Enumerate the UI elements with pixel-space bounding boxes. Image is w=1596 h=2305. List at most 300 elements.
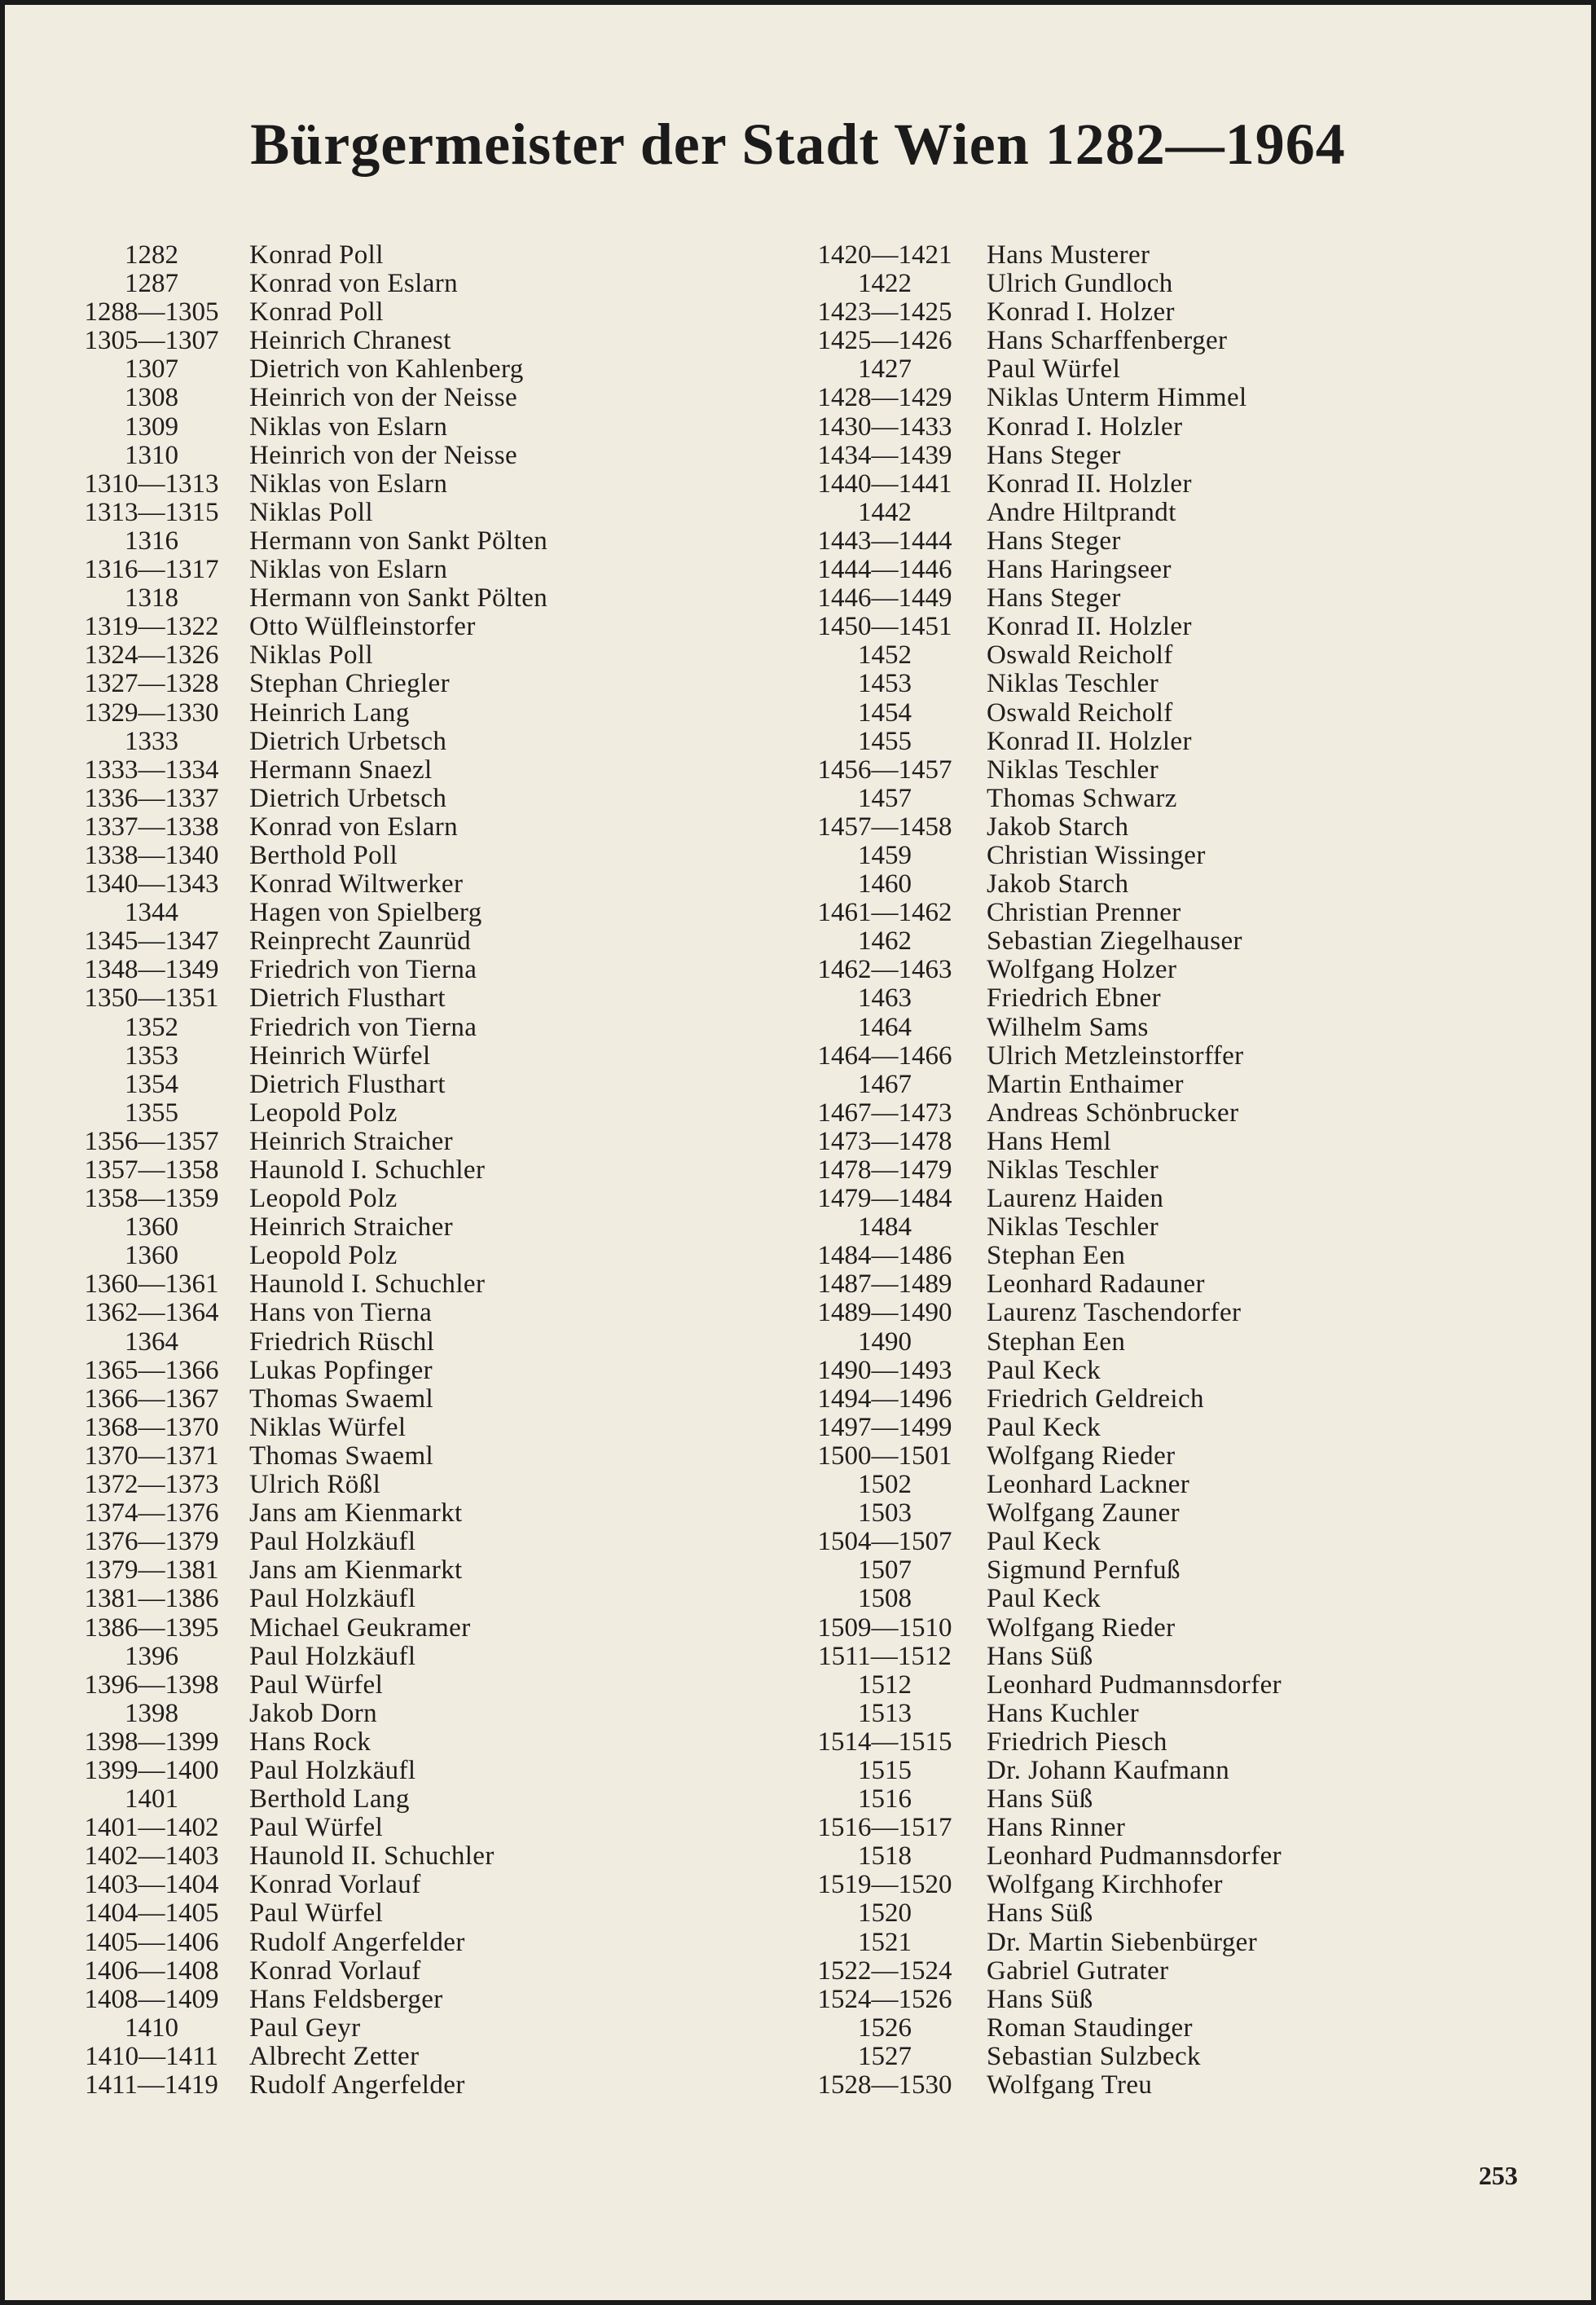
- mayor-name: Konrad Poll: [249, 297, 384, 328]
- term-years: 1368—1370: [84, 1412, 219, 1442]
- term-years: 1401—1402: [84, 1813, 219, 1843]
- mayor-name: Dietrich von Kahlenberg: [249, 354, 524, 385]
- mayor-name: Paul Keck: [987, 1527, 1101, 1557]
- mayor-entry: [807, 442, 1573, 470]
- mayor-name: Berthold Lang: [249, 1784, 410, 1815]
- mayor-name: Leonhard Pudmannsdorfer: [987, 1669, 1282, 1700]
- mayor-name: Wolfgang Holzer: [987, 955, 1177, 985]
- term-years: 1507: [858, 1555, 912, 1586]
- mayor-name: Oswald Reicholf: [987, 697, 1173, 728]
- mayor-entry: [807, 984, 1573, 1013]
- term-years: 1428—1429: [817, 383, 952, 413]
- term-years: 1396—1398: [84, 1669, 219, 1700]
- mayor-entry: [807, 670, 1573, 698]
- mayor-entry: [807, 556, 1573, 584]
- mayor-entry: [807, 1185, 1573, 1213]
- term-years: 1313—1315: [84, 497, 219, 527]
- mayor-name: Hans Steger: [987, 583, 1121, 614]
- term-years: 1386—1395: [84, 1612, 219, 1643]
- mayor-entry: [78, 1442, 763, 1471]
- mayor-name: Konrad Vorlauf: [249, 1955, 421, 1986]
- term-years: 1337—1338: [84, 812, 219, 842]
- mayor-name: Heinrich Würfel: [249, 1040, 431, 1071]
- mayor-name: Niklas Teschler: [987, 1212, 1159, 1243]
- mayor-entry: [78, 1986, 763, 2014]
- mayor-entry: [807, 527, 1573, 556]
- mayor-entry: [807, 1814, 1573, 1842]
- term-years: 1512: [858, 1669, 912, 1700]
- mayor-name: Heinrich von der Neisse: [249, 440, 518, 470]
- mayor-name: Stephan Een: [987, 1326, 1126, 1357]
- mayor-name: Dietrich Flusthart: [249, 1069, 446, 1099]
- mayor-entry: [807, 1700, 1573, 1728]
- mayor-name: Stephan Een: [987, 1241, 1126, 1271]
- mayor-entry: [807, 1499, 1573, 1528]
- term-years: 1461—1462: [817, 898, 952, 928]
- mayor-name: Leonhard Lackner: [987, 1470, 1190, 1500]
- mayor-entry: [78, 1871, 763, 1899]
- term-years: 1452: [858, 640, 912, 671]
- mayor-name: Niklas Würfel: [249, 1412, 407, 1442]
- mayor-name: Niklas Poll: [249, 497, 373, 527]
- mayor-entry: [807, 1328, 1573, 1357]
- term-years: 1345—1347: [84, 926, 219, 957]
- term-years: 1411—1419: [85, 2070, 218, 2100]
- mayor-name: Haunold I. Schuchler: [249, 1155, 486, 1185]
- mayor-entry: [807, 613, 1573, 641]
- term-years: 1403—1404: [84, 1870, 219, 1900]
- term-years: 1402—1403: [84, 1841, 219, 1872]
- mayor-entry: [78, 1213, 763, 1242]
- mayor-name: Heinrich Chranest: [249, 326, 451, 356]
- mayor-entry: [78, 1814, 763, 1842]
- mayor-entry: [807, 1842, 1573, 1871]
- term-years: 1490—1493: [817, 1355, 952, 1385]
- mayor-entry: [807, 1156, 1573, 1185]
- mayor-entry: [807, 842, 1573, 870]
- mayor-name: Friedrich Rüschl: [249, 1326, 435, 1357]
- term-years: 1420—1421: [817, 240, 952, 270]
- term-years: 1527: [858, 2041, 912, 2071]
- term-years: 1370—1371: [84, 1441, 219, 1471]
- mayor-name: Dr. Johann Kaufmann: [987, 1755, 1230, 1785]
- mayor-name: Rudolf Angerfelder: [249, 1927, 465, 1957]
- mayor-entry: [78, 1614, 763, 1643]
- mayor-name: Sebastian Sulzbeck: [987, 2041, 1201, 2071]
- mayor-entry: [78, 813, 763, 842]
- mayor-entry: [78, 1357, 763, 1385]
- term-years: 1494—1496: [817, 1383, 952, 1414]
- term-years: 1353: [125, 1040, 178, 1071]
- mayor-entry: [78, 1899, 763, 1928]
- term-years: 1487—1489: [817, 1269, 952, 1300]
- mayor-name: Jans am Kienmarkt: [249, 1555, 463, 1586]
- term-years: 1508: [858, 1584, 912, 1614]
- term-years: 1374—1376: [84, 1498, 219, 1529]
- term-years: 1366—1367: [84, 1383, 219, 1414]
- mayor-entry: [807, 1357, 1573, 1385]
- term-years: 1484: [858, 1212, 912, 1243]
- mayor-name: Hans Feldsberger: [249, 1984, 443, 2014]
- mayor-entry: [807, 355, 1573, 384]
- mayor-name: Hans Heml: [987, 1126, 1111, 1156]
- mayor-name: Hans Scharffenberger: [987, 326, 1228, 356]
- mayor-name: Sebastian Ziegelhauser: [987, 926, 1242, 957]
- mayor-name: Friedrich Ebner: [987, 983, 1162, 1014]
- term-years: 1528—1530: [817, 2070, 952, 2100]
- term-years: 1467: [858, 1069, 912, 1099]
- mayor-entry: [807, 1528, 1573, 1556]
- term-years: 1478—1479: [817, 1155, 952, 1185]
- term-years: 1360: [125, 1241, 178, 1271]
- mayor-name: Christian Wissinger: [987, 840, 1206, 870]
- term-years: 1360: [125, 1212, 178, 1243]
- mayor-entry: [807, 1385, 1573, 1414]
- mayor-entry: [807, 1128, 1573, 1156]
- mayor-name: Leonhard Pudmannsdorfer: [987, 1841, 1282, 1872]
- term-years: 1462: [858, 926, 912, 957]
- mayor-name: Hermann von Sankt Pölten: [249, 526, 548, 556]
- term-years: 1316: [125, 526, 178, 556]
- mayor-entry: [807, 1042, 1573, 1071]
- term-years: 1516: [858, 1784, 912, 1815]
- term-years: 1479—1484: [817, 1184, 952, 1214]
- term-years: 1524—1526: [817, 1984, 952, 2014]
- mayor-entry: [78, 1270, 763, 1299]
- term-years: 1352: [125, 1012, 178, 1042]
- mayor-entry: [78, 641, 763, 670]
- mayor-name: Hans Steger: [987, 440, 1121, 470]
- mayor-name: Hans Süß: [987, 1984, 1093, 2014]
- term-years: 1365—1366: [84, 1355, 219, 1385]
- mayor-name: Lukas Popfinger: [249, 1355, 433, 1385]
- mayor-entry: [807, 1585, 1573, 1613]
- mayor-name: Friedrich von Tierna: [249, 1012, 477, 1042]
- term-years: 1362—1364: [84, 1298, 219, 1328]
- mayor-entry: [78, 1156, 763, 1185]
- mayor-name: Jans am Kienmarkt: [249, 1498, 463, 1529]
- mayor-entry: [807, 413, 1573, 442]
- mayor-name: Thomas Swaeml: [249, 1441, 434, 1471]
- term-years: 1446—1449: [817, 583, 952, 614]
- term-years: 1434—1439: [817, 440, 952, 470]
- mayor-entry: [807, 1671, 1573, 1700]
- term-years: 1526: [858, 2012, 912, 2043]
- term-years: 1454: [858, 697, 912, 728]
- mayor-entry: [78, 1414, 763, 1442]
- term-years: 1422: [858, 269, 912, 299]
- term-years: 1396: [125, 1641, 178, 1671]
- mayor-name: Hans Rinner: [987, 1813, 1126, 1843]
- mayor-name: Dietrich Urbetsch: [249, 726, 447, 756]
- term-years: 1329—1330: [84, 697, 219, 728]
- mayor-entry: [78, 870, 763, 899]
- term-years: 1309: [125, 411, 178, 442]
- mayor-name: Paul Holzkäufl: [249, 1755, 416, 1785]
- mayor-entry: [807, 1099, 1573, 1128]
- document-page: [5, 5, 1591, 2300]
- mayor-entry: [78, 1957, 763, 1986]
- mayor-name: Niklas Teschler: [987, 669, 1159, 699]
- mayor-name: Laurenz Taschendorfer: [987, 1298, 1242, 1328]
- mayor-entry: [807, 1986, 1573, 2014]
- term-years: 1288—1305: [84, 297, 219, 328]
- term-years: 1473—1478: [817, 1126, 952, 1156]
- mayor-entry: [807, 756, 1573, 785]
- term-years: 1509—1510: [817, 1612, 952, 1643]
- term-years: 1467—1473: [817, 1098, 952, 1128]
- term-years: 1450—1451: [817, 612, 952, 642]
- mayor-list-right-column: [807, 241, 1573, 2100]
- mayor-name: Gabriel Gutrater: [987, 1955, 1169, 1986]
- mayor-entry: [78, 984, 763, 1013]
- mayor-entry: [78, 1757, 763, 1785]
- mayor-name: Konrad Poll: [249, 240, 384, 270]
- mayor-entry: [78, 1385, 763, 1414]
- mayor-name: Konrad II. Holzler: [987, 468, 1192, 499]
- mayor-entry: [78, 1785, 763, 1814]
- mayor-entry: [807, 470, 1573, 499]
- term-years: 1336—1337: [84, 783, 219, 813]
- mayor-name: Thomas Swaeml: [249, 1383, 434, 1414]
- mayor-entry: [807, 1957, 1573, 1986]
- mayor-name: Ulrich Gundloch: [987, 269, 1173, 299]
- term-years: 1484—1486: [817, 1241, 952, 1271]
- mayor-name: Hans Süß: [987, 1641, 1093, 1671]
- mayor-entry: [807, 1899, 1573, 1928]
- mayor-name: Niklas von Eslarn: [249, 468, 448, 499]
- term-years: 1344: [125, 898, 178, 928]
- mayor-entry: [807, 1071, 1573, 1099]
- term-years: 1459: [858, 840, 912, 870]
- term-years: 1462—1463: [817, 955, 952, 985]
- mayor-entry: [78, 1128, 763, 1156]
- mayor-entry: [78, 1471, 763, 1499]
- mayor-entry: [78, 728, 763, 756]
- mayor-entry: [78, 1099, 763, 1128]
- mayor-entry: [807, 1242, 1573, 1270]
- mayor-entry: [807, 1299, 1573, 1327]
- mayor-name: Leopold Polz: [249, 1184, 398, 1214]
- mayor-name: Leopold Polz: [249, 1098, 398, 1128]
- mayor-name: Leopold Polz: [249, 1241, 398, 1271]
- mayor-name: Konrad Vorlauf: [249, 1870, 421, 1900]
- term-years: 1410—1411: [85, 2041, 218, 2071]
- mayor-name: Heinrich von der Neisse: [249, 383, 518, 413]
- mayor-name: Rudolf Angerfelder: [249, 2070, 465, 2100]
- term-years: 1453: [858, 669, 912, 699]
- mayor-name: Martin Enthaimer: [987, 1069, 1184, 1099]
- term-years: 1464—1466: [817, 1040, 952, 1071]
- mayor-name: Konrad II. Holzler: [987, 726, 1192, 756]
- term-years: 1360—1361: [84, 1269, 219, 1300]
- term-years: 1319—1322: [84, 612, 219, 642]
- mayor-name: Paul Holzkäufl: [249, 1527, 416, 1557]
- mayor-name: Friedrich Geldreich: [987, 1383, 1204, 1414]
- mayor-name: Haunold II. Schuchler: [249, 1841, 495, 1872]
- term-years: 1358—1359: [84, 1184, 219, 1214]
- term-years: 1440—1441: [817, 468, 952, 499]
- mayor-entry: [78, 270, 763, 298]
- mayor-entry: [78, 584, 763, 613]
- mayor-name: Heinrich Straicher: [249, 1212, 454, 1243]
- mayor-entry: [78, 670, 763, 698]
- mayor-entry: [78, 927, 763, 956]
- term-years: 1457—1458: [817, 812, 952, 842]
- term-years: 1456—1457: [817, 754, 952, 785]
- mayor-entry: [78, 1185, 763, 1213]
- page-number: 253: [1479, 2161, 1518, 2190]
- mayor-entry: [807, 2071, 1573, 2100]
- mayor-entry: [78, 1842, 763, 1871]
- term-years: 1355: [125, 1098, 178, 1128]
- mayor-entry: [807, 870, 1573, 899]
- mayor-name: Oswald Reicholf: [987, 640, 1173, 671]
- mayor-name: Konrad Wiltwerker: [249, 869, 464, 900]
- term-years: 1408—1409: [84, 1984, 219, 2014]
- mayor-name: Hans Süß: [987, 1898, 1093, 1929]
- term-years: 1357—1358: [84, 1155, 219, 1185]
- mayor-entry: [78, 298, 763, 327]
- mayor-entry: [78, 1042, 763, 1071]
- mayor-name: Niklas Poll: [249, 640, 373, 671]
- mayor-entry: [78, 442, 763, 470]
- mayor-name: Wolfgang Kirchhofer: [987, 1870, 1223, 1900]
- mayor-entry: [807, 641, 1573, 670]
- mayor-entry: [78, 1585, 763, 1613]
- term-years: 1398—1399: [84, 1727, 219, 1757]
- mayor-name: Konrad I. Holzer: [987, 297, 1175, 328]
- term-years: 1287: [125, 269, 178, 299]
- mayor-entry: [807, 2043, 1573, 2071]
- term-years: 1490: [858, 1326, 912, 1357]
- mayor-name: Paul Würfel: [249, 1669, 384, 1700]
- mayor-entry: [78, 355, 763, 384]
- mayor-entry: [807, 1929, 1573, 1957]
- mayor-name: Hans Kuchler: [987, 1698, 1140, 1728]
- mayor-entry: [78, 785, 763, 813]
- term-years: 1401: [125, 1784, 178, 1815]
- term-years: 1282: [125, 240, 178, 270]
- term-years: 1519—1520: [817, 1870, 952, 1900]
- term-years: 1513: [858, 1698, 912, 1728]
- term-years: 1356—1357: [84, 1126, 219, 1156]
- mayor-entry: [78, 556, 763, 584]
- mayor-entry: [78, 1700, 763, 1728]
- mayor-entry: [807, 584, 1573, 613]
- mayor-name: Hagen von Spielberg: [249, 898, 482, 928]
- mayor-name: Friedrich von Tierna: [249, 955, 477, 985]
- mayor-name: Paul Holzkäufl: [249, 1641, 416, 1671]
- term-years: 1427: [858, 354, 912, 385]
- term-years: 1455: [858, 726, 912, 756]
- mayor-name: Roman Staudinger: [987, 2012, 1193, 2043]
- mayor-entry: [807, 1614, 1573, 1643]
- term-years: 1316—1317: [84, 555, 219, 585]
- mayor-name: Konrad II. Holzler: [987, 612, 1192, 642]
- mayor-name: Jakob Starch: [987, 869, 1129, 900]
- mayor-entry: [78, 613, 763, 641]
- mayor-name: Hermann Snaezl: [249, 754, 433, 785]
- term-years: 1460: [858, 869, 912, 900]
- mayor-entry: [78, 899, 763, 927]
- mayor-entry: [78, 956, 763, 984]
- mayor-name: Paul Würfel: [249, 1813, 384, 1843]
- mayor-name: Andreas Schönbrucker: [987, 1098, 1239, 1128]
- term-years: 1430—1433: [817, 411, 952, 442]
- term-years: 1308: [125, 383, 178, 413]
- term-years: 1520: [858, 1898, 912, 1929]
- mayor-entry: [807, 785, 1573, 813]
- mayor-entry: [78, 1671, 763, 1700]
- term-years: 1310: [125, 440, 178, 470]
- term-years: 1503: [858, 1498, 912, 1529]
- mayor-name: Dr. Martin Siebenbürger: [987, 1927, 1258, 1957]
- term-years: 1398: [125, 1698, 178, 1728]
- mayor-name: Andre Hiltprandt: [987, 497, 1176, 527]
- mayor-entry: [78, 1643, 763, 1671]
- mayor-entry: [78, 1299, 763, 1327]
- term-years: 1504—1507: [817, 1527, 952, 1557]
- mayor-name: Sigmund Pernfuß: [987, 1555, 1181, 1586]
- term-years: 1348—1349: [84, 955, 219, 985]
- mayor-name: Heinrich Lang: [249, 697, 410, 728]
- mayor-entry: [78, 384, 763, 412]
- term-years: 1410: [125, 2012, 178, 2043]
- mayor-name: Haunold I. Schuchler: [249, 1269, 486, 1300]
- mayor-name: Leonhard Radauner: [987, 1269, 1205, 1300]
- mayor-entry: [78, 470, 763, 499]
- mayor-name: Ulrich Metzleinstorffer: [987, 1040, 1244, 1071]
- term-years: 1443—1444: [817, 526, 952, 556]
- mayor-name: Christian Prenner: [987, 898, 1181, 928]
- mayor-name: Dietrich Urbetsch: [249, 783, 447, 813]
- mayor-entry: [807, 1871, 1573, 1899]
- term-years: 1307: [125, 354, 178, 385]
- term-years: 1350—1351: [84, 983, 219, 1014]
- mayor-name: Paul Würfel: [987, 354, 1121, 385]
- mayor-entry: [807, 384, 1573, 412]
- term-years: 1497—1499: [817, 1412, 952, 1442]
- term-years: 1522—1524: [817, 1955, 952, 1986]
- mayor-entry: [78, 2043, 763, 2071]
- mayor-name: Stephan Chriegler: [249, 669, 450, 699]
- term-years: 1404—1405: [84, 1898, 219, 1929]
- mayor-entry: [78, 1556, 763, 1585]
- mayor-entry: [78, 499, 763, 527]
- mayor-name: Paul Keck: [987, 1412, 1101, 1442]
- term-years: 1372—1373: [84, 1470, 219, 1500]
- mayor-entry: [78, 842, 763, 870]
- mayor-name: Berthold Poll: [249, 840, 398, 870]
- term-years: 1457: [858, 783, 912, 813]
- mayor-name: Hermann von Sankt Pölten: [249, 583, 548, 614]
- term-years: 1511—1512: [818, 1641, 952, 1671]
- mayor-name: Wolfgang Rieder: [987, 1441, 1176, 1471]
- mayor-entry: [807, 1414, 1573, 1442]
- mayor-name: Jakob Starch: [987, 812, 1129, 842]
- term-years: 1521: [858, 1927, 912, 1957]
- page-title: Bürgermeister der Stadt Wien 1282—1964: [250, 112, 1346, 177]
- term-years: 1500—1501: [817, 1441, 952, 1471]
- mayor-entry: [807, 1757, 1573, 1785]
- mayor-name: Paul Keck: [987, 1584, 1101, 1614]
- mayor-name: Niklas Teschler: [987, 754, 1159, 785]
- mayor-entry: [807, 1785, 1573, 1814]
- mayor-entry: [807, 499, 1573, 527]
- mayor-name: Konrad von Eslarn: [249, 812, 459, 842]
- mayor-name: Paul Geyr: [249, 2012, 361, 2043]
